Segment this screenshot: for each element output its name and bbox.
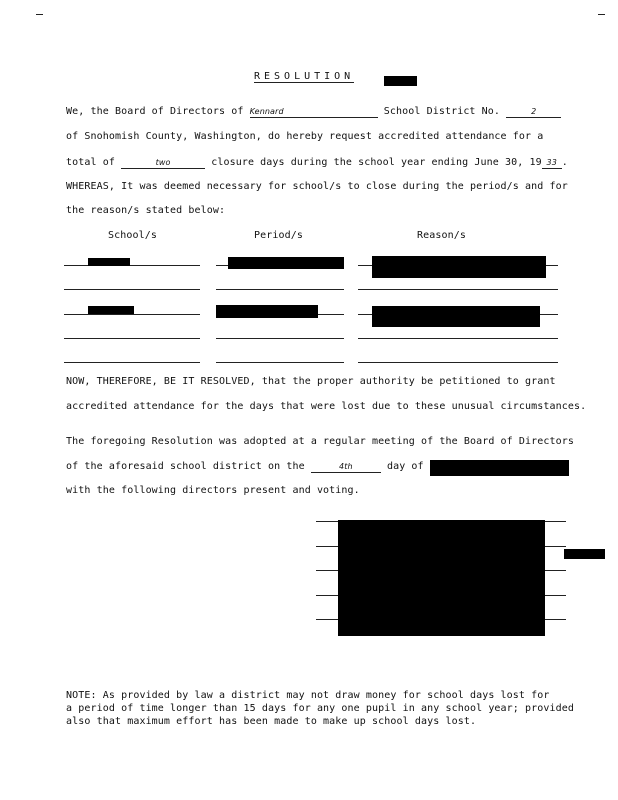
corner-mark-left [36,14,43,15]
redaction-margin [564,549,605,559]
school-line-1 [64,265,200,266]
reason-line-5 [358,362,558,363]
period-line-2 [216,289,344,290]
corner-mark-right [598,14,605,15]
schools-column-header: School/s [108,230,157,241]
district-name-handwritten: Kennard [249,107,284,116]
redaction-title [384,76,417,86]
period-line-4 [216,338,344,339]
redaction-school-1 [88,258,130,266]
school-line-5 [64,362,200,363]
redaction-period-2 [216,305,318,318]
school-line-4 [64,338,200,339]
redaction-director-signatures [338,520,545,636]
now-therefore-line1: NOW, THEREFORE, BE IT RESOLVED, that the proper authority be petitioned to grant [66,376,556,387]
redaction-month [430,460,569,476]
note-line2: a period of time longer than 15 days for any one pupil in any school year; provided [66,703,575,714]
reason-line-2 [358,289,558,290]
now-therefore-line2: accredited attendance for the days that were lost due to these unusual circumstances. [66,401,587,412]
days-handwritten: two [155,158,171,167]
para1-line3: total of two closure days during the school year ending June 30, 19 33 . [66,157,568,168]
para1-line1: We, the Board of Directors of Kennard School District No. 2 [66,106,561,118]
redaction-school-2 [88,306,134,314]
reason-line-4 [358,338,558,339]
year-handwritten: 33 [546,158,557,167]
district-number-handwritten: 2 [531,107,537,116]
school-line-2 [64,289,200,290]
redaction-reason-1 [372,256,546,278]
periods-column-header: Period/s [254,230,303,241]
period-line-5 [216,362,344,363]
para1-line4: WHEREAS, It was deemed necessary for school/s to close during the period/s and for [66,181,568,192]
redaction-reason-2 [372,306,540,327]
day-handwritten: 4th [339,462,353,471]
para1-line5: the reason/s stated below: [66,205,226,216]
foregoing-line2: of the aforesaid school district on the 4th day of [66,461,424,472]
note-line3: also that maximum effort has been made to make up school days lost. [66,716,477,727]
document-title: RESOLUTION [254,71,355,82]
reasons-column-header: Reason/s [417,230,466,241]
foregoing-line3: with the following directors present and voting. [66,485,360,496]
foregoing-line1: The foregoing Resolution was adopted at a regular meeting of the Board of Directors [66,436,575,447]
para1-line2: of Snohomish County, Washington, do hereby request accredited attendance for a [66,131,544,142]
note-line1: NOTE: As provided by law a district may not draw money for school days lost for [66,690,550,701]
school-line-3 [64,314,200,315]
redaction-period-1 [228,257,344,269]
